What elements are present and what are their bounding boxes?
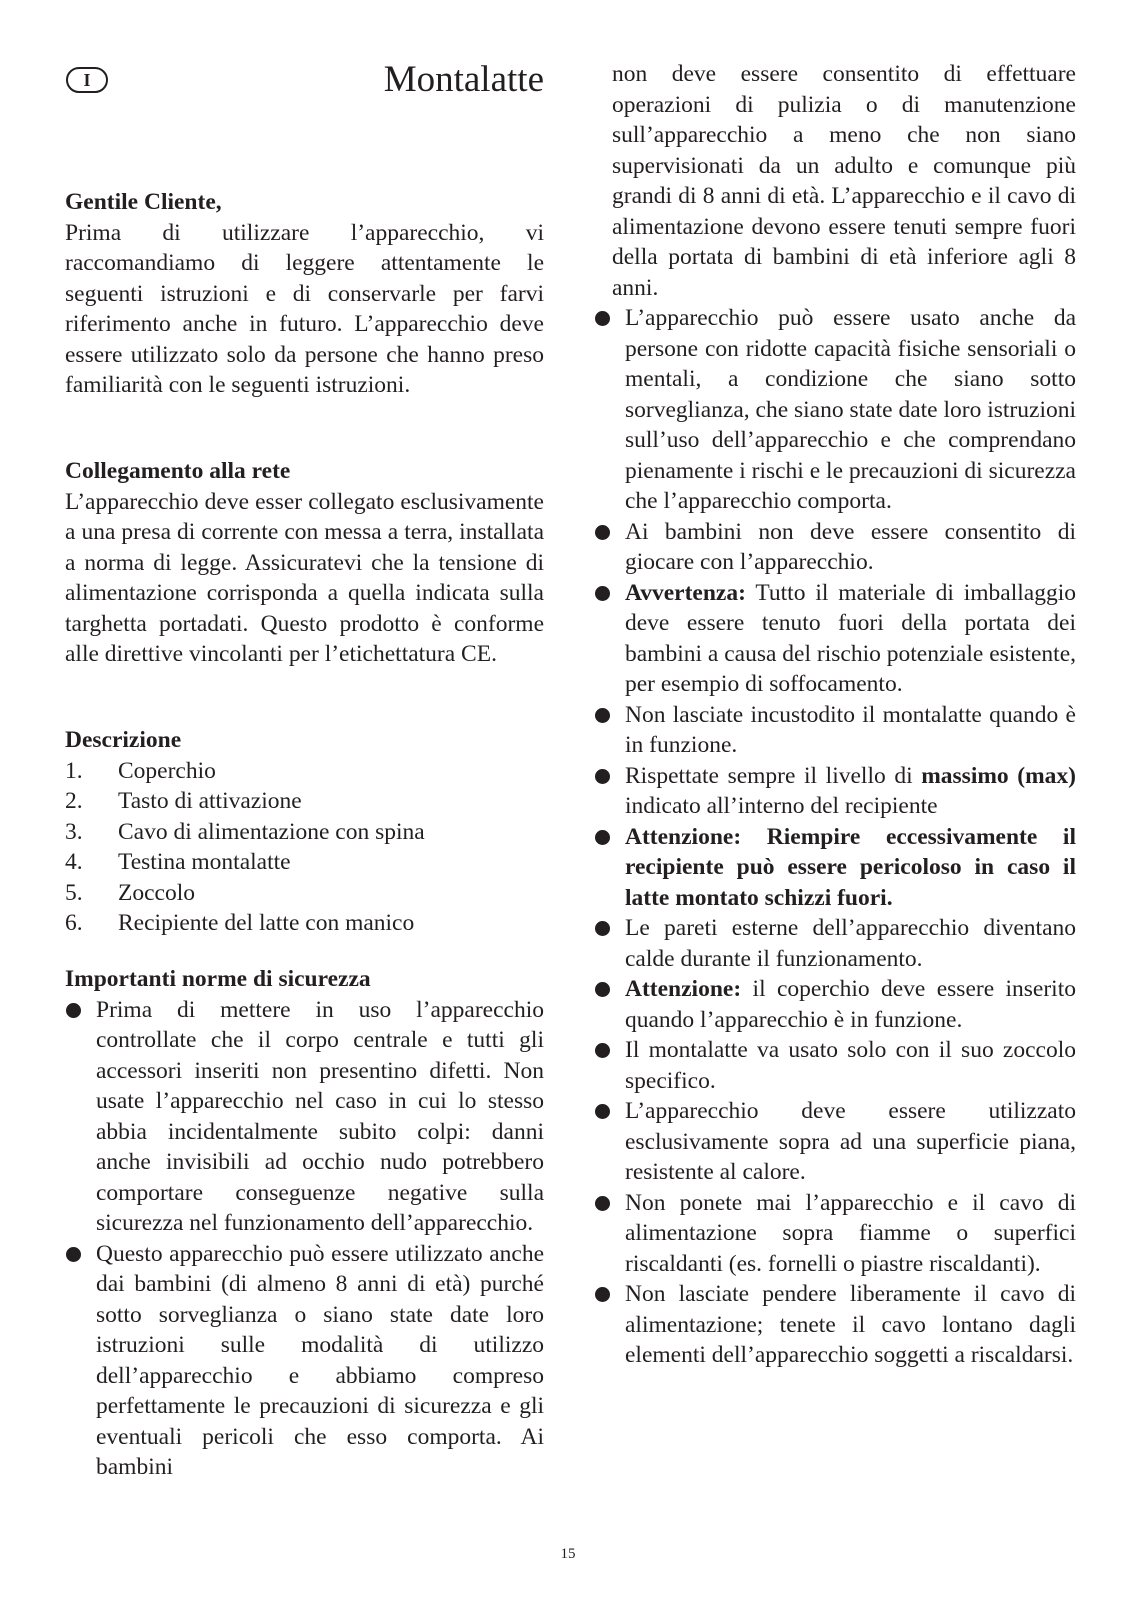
list-item [65, 878, 544, 909]
safety-item: Attenzione: Riempire eccessivamente il recipiente può essere pericoloso in caso il latte montato schizzi fuori. [594, 822, 1076, 914]
list-number: 3. [65, 818, 83, 845]
bullet-icon [595, 921, 610, 936]
list-label: Testina montalatte [118, 849, 291, 875]
list-label: Zoccolo [118, 879, 195, 906]
safety-continued [594, 59, 1076, 1371]
bullet-icon [595, 1287, 610, 1302]
bullet-icon [595, 1043, 610, 1058]
bullet-icon [595, 1104, 610, 1119]
list-label: Coperchio [118, 757, 216, 784]
safety-section [65, 964, 544, 1483]
safety-list-right [594, 303, 1076, 1371]
safety-item: Ai bambini non deve essere consentito di giocare con l’apparecchio. [594, 517, 1076, 578]
safety-item: L’apparecchio può essere usato anche da persone con ridotte capacità fisiche sensoriali o mentali, a condizione che siano sotto sorveglianza, che siano state date loro istruzioni sull’uso dell’apparecchio e che comprendano pienamente i rischi e le precauzioni di sicurezza che l’apparecchio comporta. [594, 303, 1076, 517]
list-number: 4. [65, 849, 83, 875]
safety-item: Non ponete mai l’apparecchio e il cavo di alimentazione sopra fiamme o superfici riscaldanti (es. fornelli o piastre riscaldanti). [594, 1188, 1076, 1280]
safety-item: Non lasciate incustodito il montalatte quando è in funzione. [594, 700, 1076, 761]
bullet-icon [595, 1196, 610, 1211]
bullet-icon [595, 525, 610, 540]
bullet-icon [66, 1003, 81, 1018]
safety-list-left [65, 995, 544, 1483]
bullet-icon [595, 586, 610, 601]
continuation-text: non deve essere consentito di effettuare operazioni di pulizia o di manutenzione sull’apparecchio a meno che non siano supervisionati da un adulto e comunque più grandi di 8 anni di età. L’apparecchio e il cavo di alimentazione devono essere tenuti sempre fuori della portata di bambini di età inferiore agli 8 anni. [612, 61, 1076, 301]
bullet-icon [595, 830, 610, 845]
parts-list [65, 756, 544, 939]
bullet-icon [66, 1247, 81, 1262]
connection-section [65, 456, 544, 670]
list-label: Cavo di alimentazione con spina [118, 818, 425, 845]
description-section [65, 725, 544, 939]
list-item [65, 908, 544, 939]
bullet-icon [595, 708, 610, 723]
description-heading: Descrizione [65, 727, 182, 753]
safety-heading: Importanti norme di sicurezza [65, 966, 371, 992]
intro-section [65, 187, 544, 401]
bullet-icon [595, 311, 610, 326]
safety-item: Questo apparecchio può essere utilizzato anche dai bambini (di almeno 8 anni di età) purché sotto sorveglianza o siano state date loro istruzioni sulle modalità di utilizzo dell’apparecchio e abbiamo compreso perfettamente le precauzioni di sicurezza e gli eventuali pericoli che esso comporta. Ai bambini [65, 1239, 544, 1483]
list-label: Recipiente del latte con manico [118, 910, 415, 936]
list-item [65, 786, 544, 817]
safety-item: Avvertenza: Tutto il materiale di imballaggio deve essere tenuto fuori della portata dei bambini a causa del rischio potenziale esistente, per esempio di soffocamento. [594, 578, 1076, 700]
safety-item: Non lasciate pendere liberamente il cavo di alimentazione; tenete il cavo lontano dagli elementi dell’apparecchio soggetti a riscaldarsi. [594, 1279, 1076, 1371]
intro-heading: Gentile Cliente, [65, 189, 222, 215]
safety-item: Rispettate sempre il livello di massimo (max) indicato all’interno del recipiente [594, 761, 1076, 822]
page-number: 15 [560, 1546, 576, 1562]
list-number: 1. [65, 757, 83, 784]
list-label: Tasto di attivazione [118, 788, 302, 814]
intro-text: Prima di utilizzare l’apparecchio, vi raccomandiamo di leggere attentamente le seguenti istruzioni e di conservarle per farvi riferimento anche in futuro. L’apparecchio deve essere utilizzato solo da persone che hanno preso familiarità con le seguenti istruzioni. [65, 219, 544, 398]
page-title: Montalatte [383, 59, 544, 100]
list-item [65, 756, 544, 787]
list-number: 6. [65, 910, 83, 936]
list-number: 5. [65, 879, 83, 906]
connection-heading: Collegamento alla rete [65, 458, 291, 484]
bullet-icon [595, 769, 610, 784]
bullet-icon [595, 982, 610, 997]
safety-item: Il montalatte va usato solo con il suo zoccolo specifico. [594, 1035, 1076, 1096]
connection-text: L’apparecchio deve esser collegato esclusivamente a una presa di corrente con messa a terra, installata a norma di legge. Assicuratevi che la tensione di alimentazione corrisponda a quella indicata sulla targhetta portadati. Questo prodotto è conforme alle direttive vincolanti per l’etichettatura CE. [65, 488, 544, 667]
list-item [65, 847, 544, 878]
safety-item: Attenzione: il coperchio deve essere inserito quando l’apparecchio è in funzione. [594, 974, 1076, 1035]
list-item [65, 817, 544, 848]
list-number: 2. [65, 788, 83, 814]
safety-item: Le pareti esterne dell’apparecchio diventano calde durante il funzionamento. [594, 913, 1076, 974]
safety-item: L’apparecchio deve essere utilizzato esclusivamente sopra ad una superficie piana, resistente al calore. [594, 1096, 1076, 1188]
language-badge: I [66, 67, 108, 93]
safety-item: Prima di mettere in uso l’apparecchio controllate che il corpo centrale e tutti gli accessori inseriti non presentino difetti. Non usate l’apparecchio nel caso in cui lo stesso abbia incidentalmente subito colpi: danni anche invisibili ad occhio nudo potrebbero comportare conseguenze negative sulla sicurezza nel funzionamento dell’apparecchio. [65, 995, 544, 1239]
